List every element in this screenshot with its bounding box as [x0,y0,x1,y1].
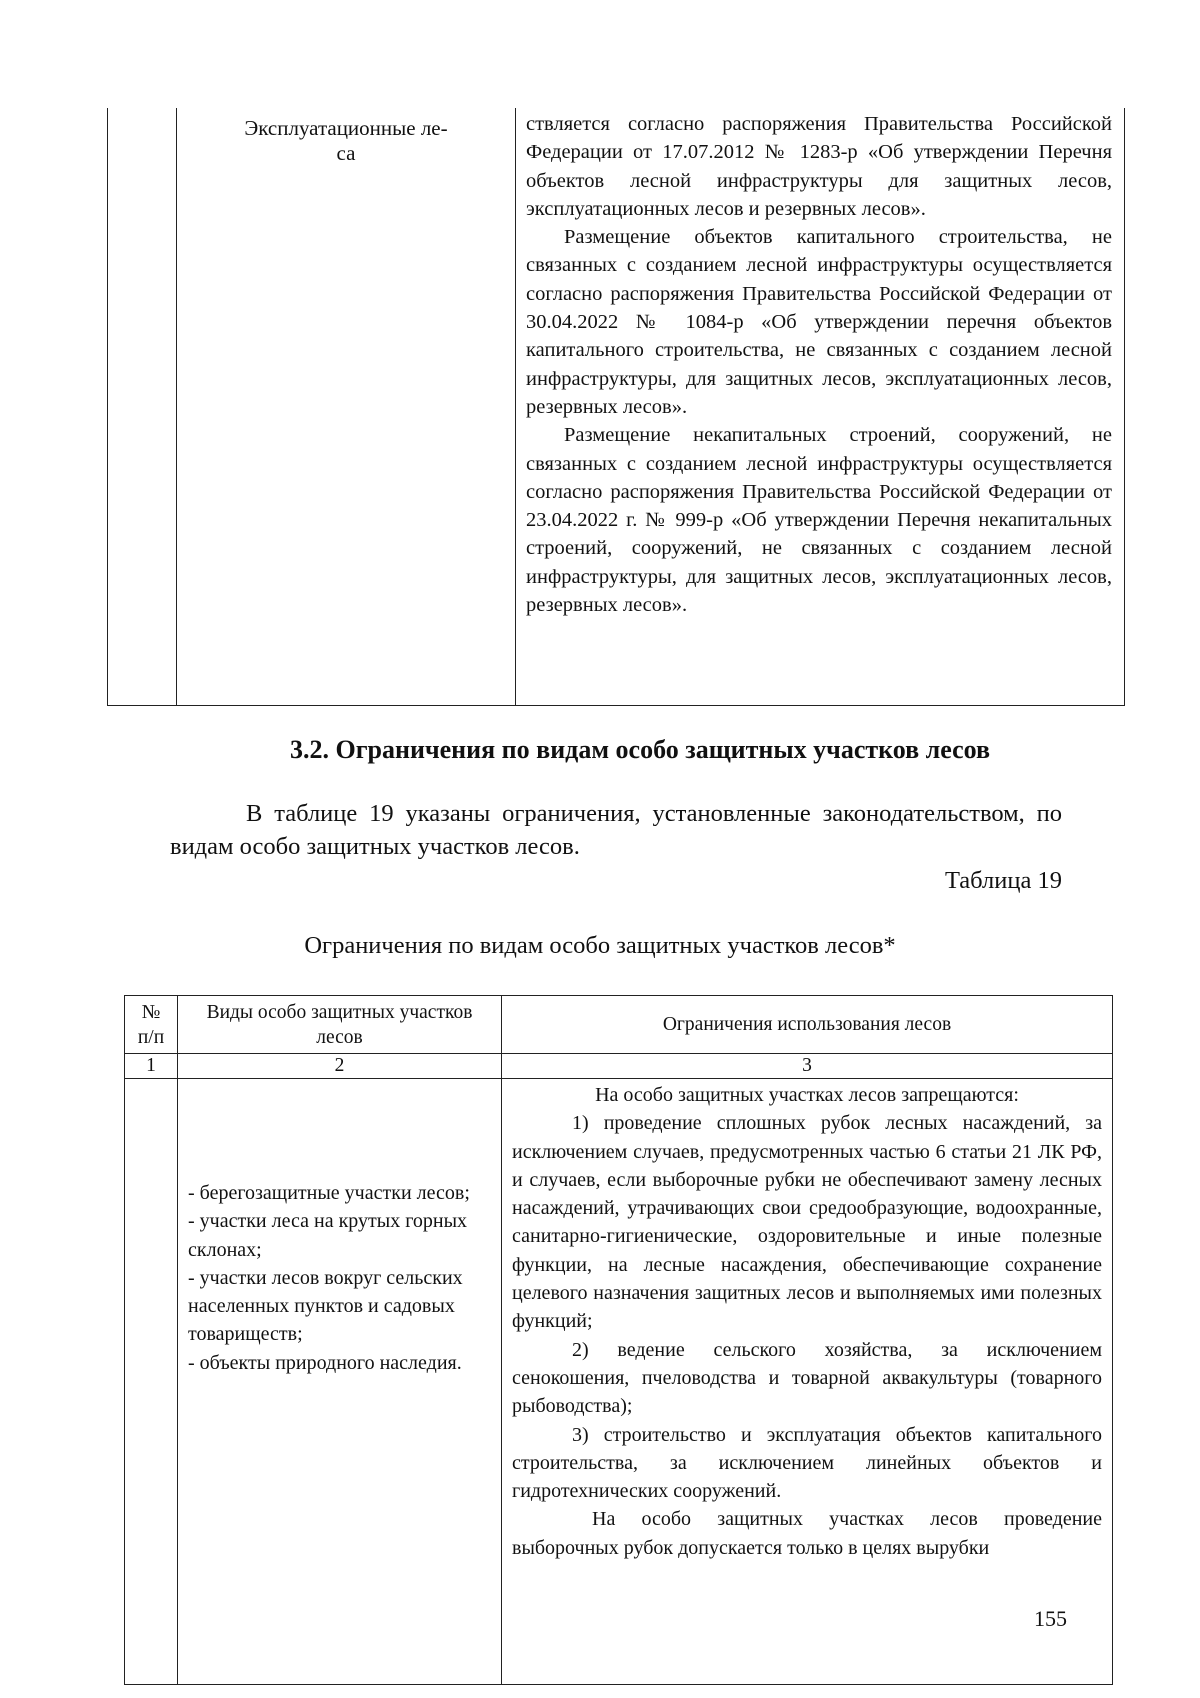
kind-item: - участки леса на крутых горных склонах; [188,1210,468,1261]
forest-type-cell [177,108,516,706]
kind-item: - участки лесов вокруг сельских населенных пунктов и садовых товариществ; [188,1266,463,1346]
kind-item: - берегозащитные участки лесов; [188,1182,470,1204]
row-number-cell [125,1079,178,1685]
page-number: 155 [1034,1606,1067,1631]
restriction-item: 1) проведение сплошных рубок лесных насаждений, за исключением случаев, предусмотренных частью 6 статьи 21 ЛК РФ, и случаев, если выборочные рубки не обеспечивают замену лесных насаждений, утрачивающих свои средообразующие, водоохранные, санитарно-гигиенические, оздоровительные и иные полезные функции, на лесные насаждения, обеспечивающие сохранение целевого назначения защитных лесов и выполняемых ими полезных функций; [512,1112,1102,1333]
section-heading: 3.2. Ограничения по видам особо защитных участков лесов [290,735,991,764]
table-row [125,1079,1113,1685]
section-paragraph: В таблице 19 указаны ограничения, установленные законодательством, по видам особо защитных участков лесов. [170,800,1062,860]
forest-restrictions-cell [516,108,1125,706]
header-number: № п/п [125,996,178,1054]
restriction-item: 3) строительство и эксплуатация объектов капитального строительства, за исключением линейных объектов и гидротехнических сооружений. [512,1423,1102,1503]
restrictions-tail: На особо защитных участках лесов проведение выборочных рубок допускается только в целях вырубки [512,1508,1102,1559]
column-number-row [125,1054,1113,1079]
table-caption: Ограничения по видам особо защитных участков лесов* [304,932,896,959]
restrictions-table [124,995,1113,1685]
table-header-row [125,996,1113,1054]
column-number: 2 [178,1054,502,1079]
header-kinds: Виды особо защитных участков лесов [178,996,502,1054]
column-number: 3 [502,1054,1113,1079]
header-restrictions: Ограничения использования лесов [502,996,1113,1054]
kind-item: - объекты природного наследия. [188,1351,462,1374]
column-number: 1 [125,1054,178,1079]
table-number: Таблица 19 [944,867,1062,894]
paragraph-infrastructure: ствляется согласно распоряжения Правительства Российской Федерации от 17.07.2012 № 1283-р «Об утверждении Перечня объектов лесной инфраструктуры для защитных лесов, эксплуатационных лесов и резервных лесов». [526,113,1112,220]
restrictions-intro: На особо защитных участках лесов запрещаются: [595,1084,1019,1106]
row-number-cell [108,108,177,706]
paragraph-non-capital-structures: Размещение некапитальных строений, сооружений, не связанных с созданием лесной инфраструктуры осуществляется согласно распоряжения Правительства Российской Федерации от 23.04.2022 г. № 999-р «Об утверждении Перечня некапитальных строений, сооружений, не связанных с созданием лесной инфраструктуры, для защитных лесов, эксплуатационных лесов, резервных лесов». [526,424,1112,617]
continued-table [107,108,1125,706]
forest-type-label: Эксплуатационные ле- са [244,116,448,165]
paragraph-capital-construction: Размещение объектов капитального строительства, не связанных с созданием лесной инфраструктуры осуществляется согласно распоряжения Правительства Российской Федерации от 30.04.2022 № 1084-р «Об утверждении перечня объектов капитального строительства, не связанных с созданием лесной инфраструктуры, для защитных лесов, эксплуатационных лесов, резервных лесов». [526,226,1112,418]
restriction-item: 2) ведение сельского хозяйства, за исключением сенокошения, пчеловодства и товарной аквакультуры (товарного рыбоводства); [512,1338,1102,1418]
restrictions-cell [502,1079,1113,1685]
kinds-cell [178,1079,502,1685]
table-row [108,108,1125,706]
